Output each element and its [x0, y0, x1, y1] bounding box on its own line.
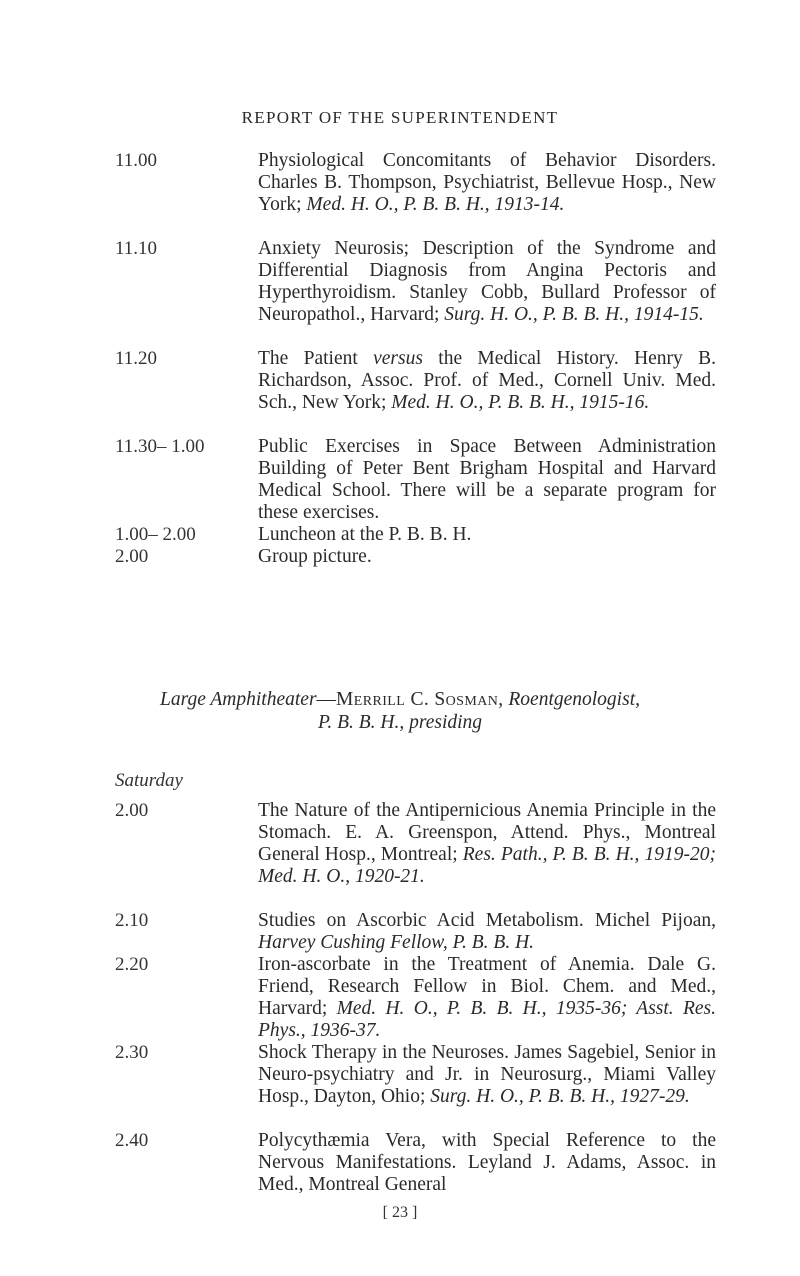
entry-time: 11.00 — [115, 150, 158, 171]
session-heading-line1 — [0, 688, 800, 711]
schedule-entry — [0, 1042, 800, 1130]
entry-text: Group picture. — [258, 546, 372, 567]
entry-text: Public Exercises in Space Between Administration Building of Peter Bent Brigham Hospital and Harvard Medical School. There will be a separate program for these exercises. — [258, 436, 716, 523]
entry-appointment: Harvey Cushing Fellow, P. B. B. H. — [258, 932, 535, 953]
schedule-entry — [0, 348, 800, 436]
entry-time: 11.20 — [115, 348, 158, 369]
entry-appointment: Surg. H. O., P. B. B. H., 1914-15. — [444, 304, 704, 325]
session-chair-name: Merrill C. Sosman, — [336, 689, 504, 710]
entry-time: 11.30– 1.00 — [115, 436, 205, 457]
schedule-entry — [0, 150, 800, 238]
entry-description — [258, 238, 716, 326]
entry-description — [258, 1042, 716, 1108]
entry-text: Anxiety Neurosis; Description of the Syndrome and Differential Diagnosis from Angina Pectoris and Hyperthyroidism. Stanley Cobb, Bullard Professor of Neuropathol., Harvard; — [258, 238, 716, 325]
schedule-saturday — [0, 800, 800, 1196]
entry-text: Polycythæmia Vera, with Special Reference to the Nervous Manifestations. Leyland J. Adams, Assoc. in Med., Montreal General — [258, 1130, 716, 1195]
schedule-entry — [0, 238, 800, 348]
entry-appointment: Med. H. O., P. B. B. H., 1913-14. — [306, 194, 565, 215]
session-chair-role: Roentgenologist, — [508, 689, 640, 710]
entry-time: 1.00– 2.00 — [115, 524, 196, 545]
entry-description — [258, 546, 716, 568]
schedule-entry — [0, 1130, 800, 1196]
entry-time: 2.10 — [115, 910, 149, 931]
entry-appointment: Med. H. O., P. B. B. H., 1935-36; Asst. Res. Phys., 1936-37. — [258, 998, 717, 1041]
entry-time: 2.00 — [115, 546, 149, 567]
session-dash: — — [316, 689, 337, 710]
entry-text: Shock Therapy in the Neuroses. James Sagebiel, Senior in Neuro-psychiatry and Jr. in Neurosurg., Miami Valley Hosp., Dayton, Ohio; — [258, 1042, 716, 1107]
schedule-entry — [0, 800, 800, 910]
session-heading-line2: P. B. B. H., presiding — [317, 712, 483, 733]
schedule-entry — [0, 546, 800, 568]
entry-appointment: Surg. H. O., P. B. B. H., 1927-29. — [430, 1086, 690, 1107]
session-room: Large Amphitheater — [160, 689, 317, 710]
entry-text: The Nature of the Antipernicious Anemia Principle in the Stomach. E. A. Greenspon, Attend. Phys., Montreal General Hosp., Montreal; — [258, 800, 716, 865]
entry-time: 2.00 — [115, 800, 149, 821]
entry-description — [258, 1130, 716, 1196]
entry-description — [258, 910, 716, 954]
entry-description — [258, 524, 716, 546]
entry-appointment: Med. H. O., P. B. B. H., 1915-16. — [391, 392, 650, 413]
entry-text: Luncheon at the P. B. B. H. — [258, 524, 472, 545]
schedule-entry — [0, 954, 800, 1042]
schedule-friday — [0, 150, 800, 568]
running-head: REPORT OF THE SUPERINTENDENT — [241, 108, 559, 127]
session-heading — [0, 688, 800, 734]
schedule-entry — [0, 436, 800, 524]
entry-description — [258, 800, 716, 888]
entry-time: 2.30 — [115, 1042, 149, 1063]
entry-text: Physiological Concomitants of Behavior Disorders. Charles B. Thompson, Psychiatrist, Bellevue Hosp., New York; — [258, 150, 716, 215]
entry-description — [258, 954, 716, 1042]
entry-time: 2.20 — [115, 954, 149, 975]
schedule-entry — [0, 524, 800, 546]
page-number: [ 23 ] — [382, 1204, 418, 1221]
entry-description — [258, 150, 716, 216]
entry-text-lead: The Patient — [258, 348, 358, 369]
entry-appointment: Res. Path., P. B. B. H., 1919-20; Med. H. O., 1920-21. — [258, 844, 716, 887]
schedule-entry — [0, 910, 800, 954]
entry-description — [258, 348, 716, 414]
entry-text: the Medical History. Henry B. Richardson, Assoc. Prof. of Med., Cornell Univ. Med. Sch., New York; — [258, 348, 716, 413]
entry-text-italic: versus — [373, 348, 423, 369]
entry-description — [258, 436, 716, 524]
day-label: Saturday — [115, 770, 183, 791]
entry-time: 11.10 — [115, 238, 158, 259]
entry-text: Iron-ascorbate in the Treatment of Anemia. Dale G. Friend, Research Fellow in Biol. Chem. and Med., Harvard; — [258, 954, 716, 1019]
entry-text: Studies on Ascorbic Acid Metabolism. Michel Pijoan, — [258, 910, 716, 931]
entry-time: 2.40 — [115, 1130, 149, 1151]
